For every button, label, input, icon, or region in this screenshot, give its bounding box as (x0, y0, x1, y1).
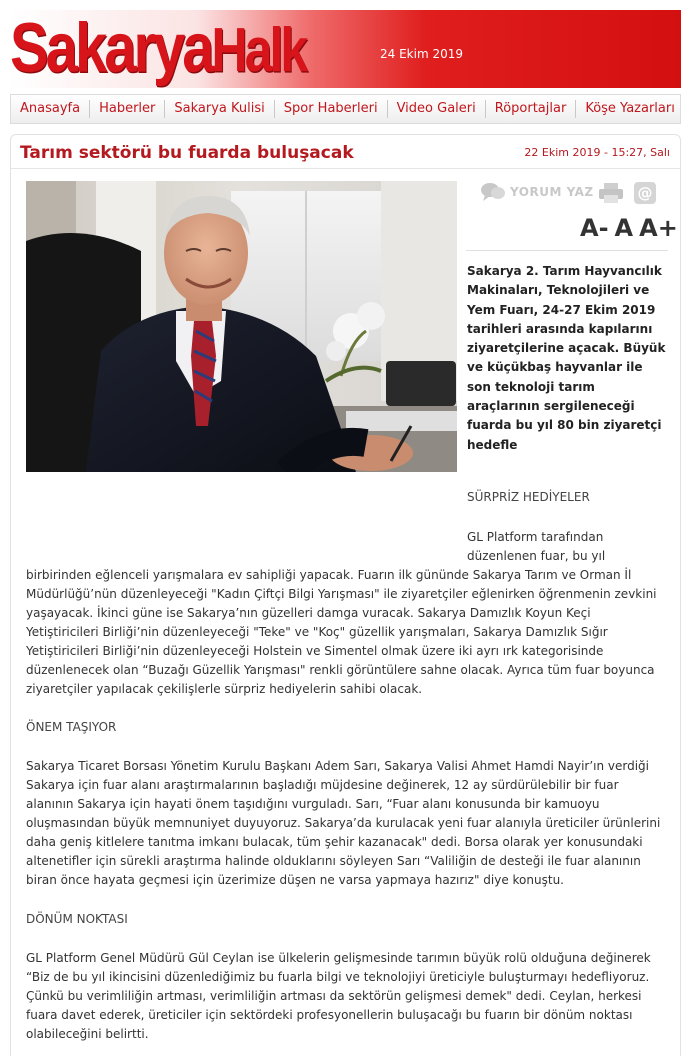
article-title: Tarım sektörü bu fuarda buluşacak (20, 143, 354, 163)
article-lead: Sakarya 2. Tarım Hayvancılık Makinaları, Teknolojileri ve Yem Fuarı, 24-27 Ekim 2019 tarihleri arasında kapılarını ziyaretçilerine açacak. Büyük ve küçükbaş hayvanlar ile son teknoloji tarım araçlarının sergileneceği fuarda bu yıl 80 bin ziyaretçi hedefle (467, 264, 666, 452)
article-photo (26, 181, 457, 472)
font-increase-button[interactable]: A+ (639, 214, 678, 242)
article-paragraph-3: GL Platform Genel Müdürü Gül Ceylan ise ülkelerin gelişmesinde tarımın büyük rolü olduğuna değinerek “Biz de bu yıl ikincisini düzenlediğimiz bu fuarla bilgi ve teknolojiyi üreticiyle buluşturmayı hedefliyoruz. Çünkü bu verimliliğin artması, verimliliğin artması da sektörün gelişmesi demek" dedi. Ceylan, herkesi fuara davet ederek, üreticiler için sektördeki profesyonellerin buluşacağı bu fuarın bir dönüm noktası olabileceğini belirtti. (26, 951, 651, 1041)
header-date: 24 Ekim 2019 (380, 47, 463, 61)
section-heading-onem: ÖNEM TAŞIYOR (26, 720, 117, 734)
main-nav (10, 94, 681, 124)
article-photo-illustration (26, 181, 457, 472)
section-heading-donum: DÖNÜM NOKTASI (26, 912, 128, 926)
nav-item-roportajlar[interactable]: Röportajlar (486, 100, 577, 118)
logo-text-halk: Halk (211, 14, 306, 85)
font-size-controls (580, 216, 678, 240)
nav-item-sakarya-kulisi[interactable]: Sakarya Kulisi (165, 100, 274, 118)
article-date: 22 Ekim 2019 - 15:27, Salı (524, 146, 670, 159)
article-paragraph-1: birbirinden eğlenceli yarışmalara ev sahipliği yapacak. Fuarın ilk gününde Sakarya Tarım ve Orman İl Müdürlüğü’nün düzenleyeceği "Kadın Çiftçi Bilgi Yarışması" ile ziyaretçiler eğlenirken öğrenmenin zevkini yaşayacak. İkinci güne ise Sakarya’nın güzelleri damga vuracak. Sakarya Damızlık Koyun Keçi Yetiştiricileri Birliği’nin düzenleyeceği "Teke" ve "Koç" güzellik yarışmaları, Sakarya Damızlık Sığır Yetiştiricileri Birliği’nin düzenleyeceği Holstein ve Simentel olmak üzere iki ayrı ırk kategorisinde düzenlenecek olan “Buzağı Güzellik Yarışması" renkli görüntülere sahne olacak. Ayrıca tüm fuar boyunca ziyaretçiler yapılacak çekilişlerle sürpriz hediyelerin sahibi olacak. (26, 568, 657, 696)
tools-divider (466, 250, 668, 251)
font-normal-button[interactable]: A (614, 214, 634, 242)
site-header (10, 10, 681, 88)
nav-item-anasayfa[interactable]: Anasayfa (11, 100, 90, 118)
site-logo[interactable] (10, 9, 306, 88)
comment-button-label: YORUM YAZ (510, 185, 594, 199)
printer-icon (598, 182, 624, 204)
nav-item-haberler[interactable]: Haberler (90, 100, 165, 118)
article-title-bar (11, 135, 680, 169)
article-paragraph-2: Sakarya Ticaret Borsası Yönetim Kurulu Başkanı Adem Sarı, Sakarya Valisi Ahmet Hamdi Nayir’ın verdiği Sakarya için fuar alanı araştırmalarının başladığı müjdesine değinerek, 12 ay sürdürülebilir bir fuar alanının Sakarya için hayati önem taşıdığını vurguladı. Sarı, “Fuar alanı konusunda bir kamuoyu oluşmasından büyük memnuniyet duyuyoruz. Sakarya’da kurulacak yeni fuar alanıyla üreticiler ürünlerini daha geniş kitlelere tanıtma imkanı bulacak, tüm şehir kazanacak" dedi. Borsa olarak yer konusundaki altenetifler için sürekli araştırma halinde olduklarını söyleyen Sarı “Valiliğin de desteği ile fuar alanının biran önce hayata geçmesi için üzerimize düşen ne varsa yapmaya hazırız" diye konuştu. (26, 759, 661, 887)
article-tools (480, 180, 678, 250)
nav-item-spor-haberleri[interactable]: Spor Haberleri (275, 100, 388, 118)
nav-item-video-galeri[interactable]: Video Galeri (388, 100, 486, 118)
article-paragraph-1-start: GL Platform tarafından düzenlenen fuar, bu yıl (467, 530, 606, 563)
print-button[interactable] (598, 182, 624, 208)
font-decrease-button[interactable]: A- (580, 214, 609, 242)
speech-bubbles-icon (480, 182, 506, 202)
comment-button[interactable] (480, 182, 594, 202)
nav-item-kose-yazarlari[interactable]: Köşe Yazarları (585, 101, 675, 116)
mail-button[interactable]: @ (634, 182, 656, 204)
section-heading-surpriz: SÜRPRİZ HEDİYELER (467, 490, 590, 504)
logo-text-sakarya: Sakarya (10, 9, 212, 88)
